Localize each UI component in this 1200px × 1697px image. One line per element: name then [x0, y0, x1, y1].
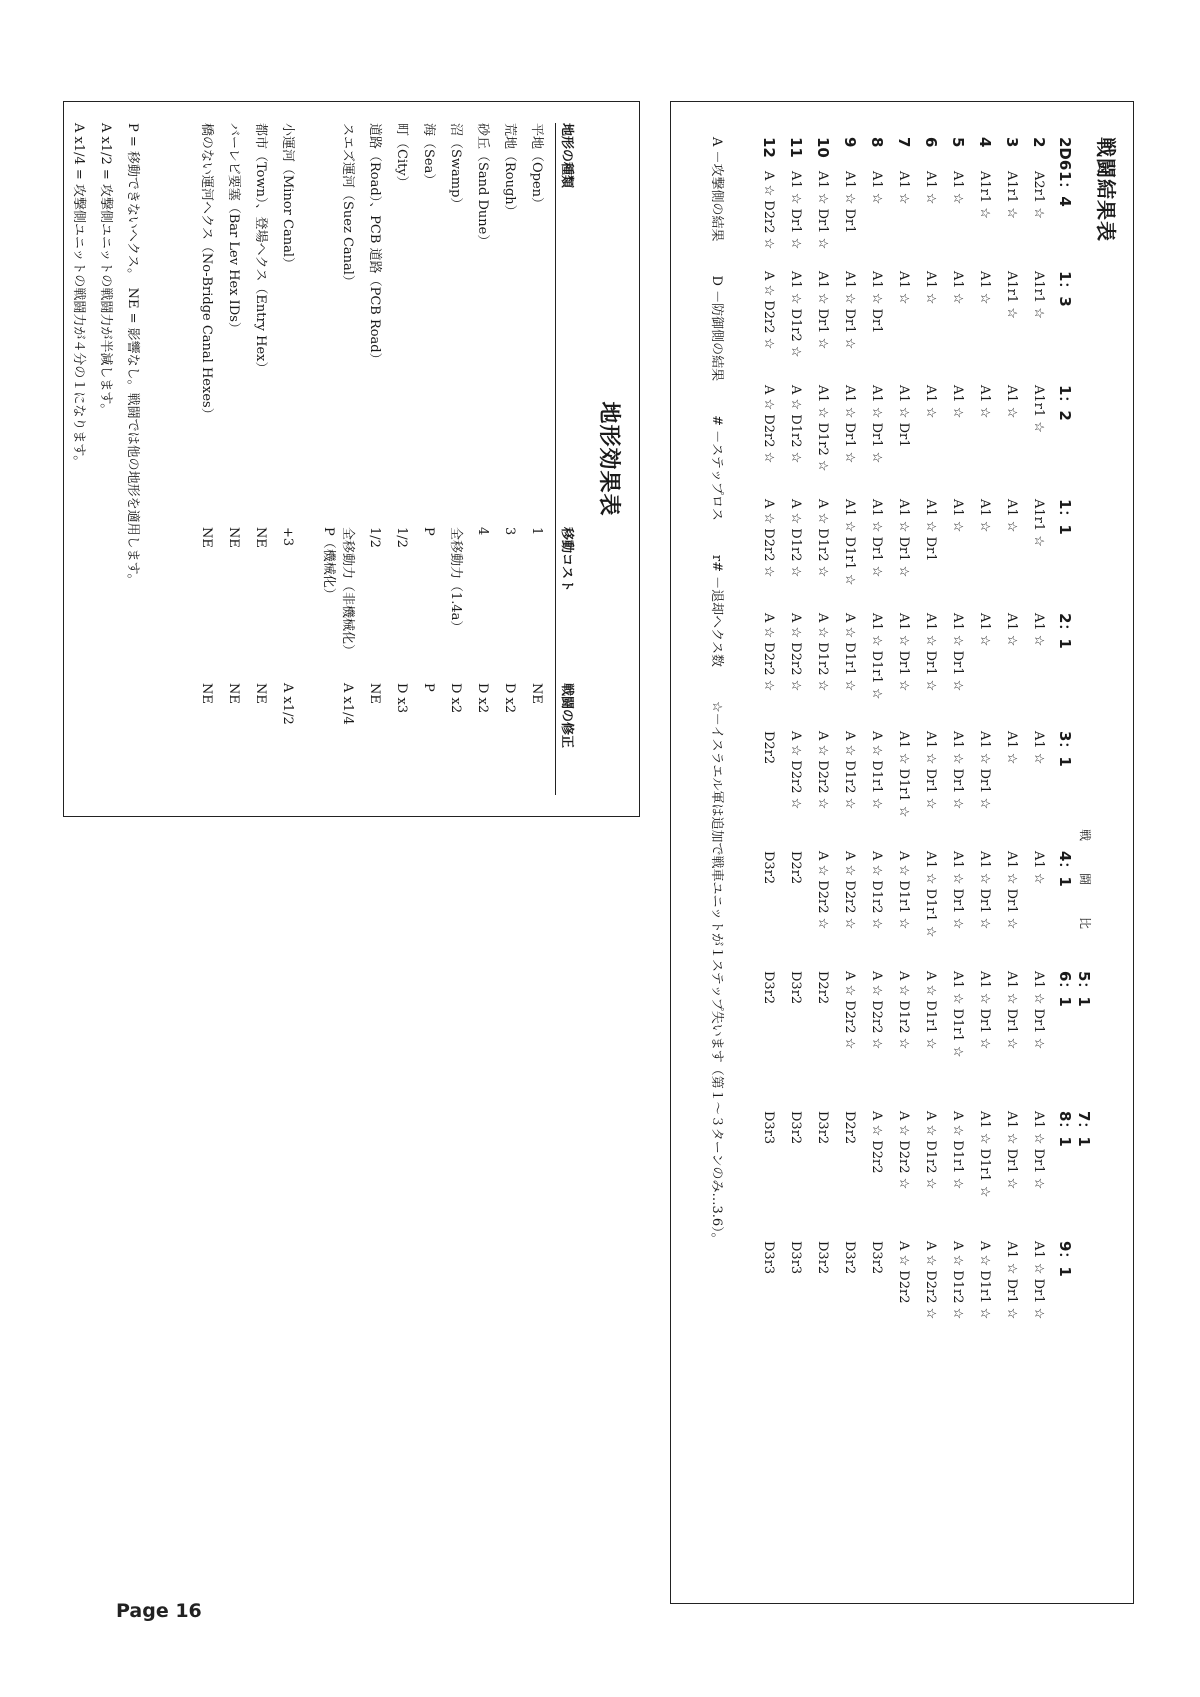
- tec-move-cost: 1: [529, 527, 544, 536]
- crt-result-cell: A1 ☆: [1031, 731, 1046, 765]
- tec-terrain: 道路（Road）、PCB 道路（PCB Road）: [367, 123, 382, 366]
- crt-die-roll: 2: [1030, 137, 1048, 148]
- crt-row: [971, 101, 998, 1604]
- crt-result-cell: A1r1 ☆: [1031, 385, 1046, 433]
- crt-row: [809, 101, 836, 1604]
- crt-row: [863, 101, 890, 1604]
- tec-move-cost: 3: [502, 527, 517, 536]
- tec-row: [442, 123, 469, 795]
- crt-legend-item: A －攻撃側の結果: [709, 137, 724, 242]
- crt-result-cell: A1 ☆ Dr1 ☆: [977, 851, 992, 930]
- crt-header-die: 2D6: [1056, 137, 1074, 171]
- crt-row: [890, 101, 917, 1604]
- tec-row: [361, 123, 388, 795]
- crt-result-cell: A1 ☆ D1r1 ☆: [896, 731, 911, 818]
- crt-result-cell: A1 ☆: [950, 271, 965, 305]
- tec-terrain: 海（Sea）: [421, 123, 436, 187]
- crt-result-cell: D2r2: [815, 971, 830, 1005]
- tec-note: P = 移動できないヘクス。 NE = 影響なし。戦闘では他の地形を適用します。: [125, 123, 140, 587]
- tec-combat-mod: NE: [253, 683, 268, 704]
- crt-result-cell: A1 ☆ Dr1 ☆: [977, 971, 992, 1050]
- crt-ratio-caption: 戦 闘 比: [1078, 829, 1092, 940]
- crt-result-cell: A1 ☆ Dr1 ☆: [1004, 971, 1019, 1050]
- tec-combat-mod: NE: [367, 683, 382, 704]
- crt-result-cell: A1r1 ☆: [1031, 271, 1046, 319]
- crt-result-cell: A1 ☆: [896, 271, 911, 305]
- crt-result-cell: D3r2: [788, 1111, 803, 1145]
- crt-result-cell: D2r2: [761, 731, 776, 765]
- tec-row: [388, 123, 415, 795]
- crt-result-cell: A ☆ D1r2 ☆: [896, 971, 911, 1050]
- crt-row: [917, 101, 944, 1604]
- crt-result-cell: A ☆ D1r2 ☆: [923, 1111, 938, 1190]
- crt-result-cell: A ☆ D2r2 ☆: [815, 851, 830, 930]
- crt-row: [782, 101, 809, 1604]
- tec-header-combat: 戦闘の修正: [559, 683, 574, 749]
- crt-result-cell: A ☆ D1r2 ☆: [842, 731, 857, 810]
- crt-result-cell: A1 ☆ Dr1 ☆: [1031, 1241, 1046, 1320]
- crt-header-ratio: 5：1 6：1: [1056, 971, 1093, 1007]
- tec-combat-mod: NE: [226, 683, 241, 704]
- crt-header-ratio: 3：1: [1056, 731, 1074, 767]
- crt-result-cell: A1 ☆: [923, 271, 938, 305]
- crt-result-cell: A ☆ D1r2 ☆: [815, 613, 830, 692]
- crt-header-ratio: 7：1 8：1: [1056, 1111, 1093, 1147]
- crt-result-cell: A1 ☆ Dr1 ☆: [869, 385, 884, 464]
- crt-result-cell: A1 ☆ Dr1 ☆: [815, 171, 830, 250]
- crt-result-cell: A1r1 ☆: [1004, 271, 1019, 319]
- tec-row: [523, 123, 550, 795]
- crt-die-roll: 3: [1003, 137, 1021, 148]
- tec-row: [247, 123, 274, 795]
- crt-result-cell: A ☆ D2r2 ☆: [869, 971, 884, 1050]
- tec-move-cost: NE: [253, 527, 268, 548]
- tec-move-cost: 1/2: [394, 527, 409, 548]
- crt-result-cell: A1 ☆: [950, 171, 965, 205]
- tec-terrain: 都市（Town）、登場ヘクス（Entry Hex）: [253, 123, 268, 375]
- crt-result-cell: A1 ☆: [1004, 613, 1019, 647]
- crt-result-cell: A1 ☆ Dr1 ☆: [1031, 971, 1046, 1050]
- crt-result-cell: D2r2: [788, 851, 803, 885]
- crt-result-cell: A1 ☆ D1r1 ☆: [842, 499, 857, 586]
- crt-die-roll: 11: [787, 137, 805, 158]
- tec-note: A x1/2 = 攻撃側ユニットの戦闘力が半減します。: [98, 123, 113, 417]
- crt-legend-item: D －防御側の結果: [709, 275, 724, 382]
- crt-result-cell: A1 ☆ D1r1 ☆: [869, 613, 884, 700]
- crt-result-cell: A1 ☆ Dr1 ☆: [923, 731, 938, 810]
- tec-terrain: 沼（Swamp）: [448, 123, 463, 211]
- crt-result-cell: A1 ☆ Dr1 ☆: [977, 731, 992, 810]
- crt-result-cell: A1 ☆ Dr1 ☆: [1004, 1111, 1019, 1190]
- crt-legend-item: ☆－イスラエル軍は追加で戦車ユニットが１ステップ失います（第１～３ターンのみ…3.6）。: [709, 700, 724, 1246]
- tec-title: 地形効果表: [596, 401, 621, 517]
- tec-row: [220, 123, 247, 795]
- crt-header-ratio: 1：2: [1056, 385, 1074, 421]
- crt-die-roll: 12: [760, 137, 778, 158]
- crt-result-cell: A ☆ D2r2 ☆: [815, 731, 830, 810]
- tec-header-move: 移動コスト: [559, 527, 574, 593]
- crt-result-cell: D3r2: [761, 851, 776, 885]
- tec-combat-mod: A x1/4: [340, 683, 355, 725]
- crt-result-cell: A1 ☆ Dr1 ☆: [815, 271, 830, 350]
- crt-result-cell: A ☆ D2r2: [896, 1241, 911, 1304]
- crt-result-cell: D3r2: [815, 1111, 830, 1145]
- crt-result-cell: A1 ☆: [977, 385, 992, 419]
- tec-combat-mod: D x2: [448, 683, 463, 714]
- crt-result-cell: D3r2: [869, 1241, 884, 1275]
- crt-die-roll: 8: [868, 137, 886, 148]
- tec-move-cost: 全移動力（1.4a）: [448, 527, 463, 634]
- crt-result-cell: A1 ☆ Dr1 ☆: [896, 613, 911, 692]
- crt-result-cell: A1 ☆ Dr1: [923, 499, 938, 562]
- crt-result-cell: A1 ☆: [896, 171, 911, 205]
- crt-result-cell: A1 ☆: [1004, 499, 1019, 533]
- crt-result-cell: D3r2: [842, 1241, 857, 1275]
- crt-result-cell: A1 ☆ D1r1 ☆: [923, 851, 938, 938]
- crt-result-cell: A2r1 ☆: [1031, 171, 1046, 219]
- crt-result-cell: A1 ☆ Dr1: [842, 171, 857, 234]
- tec-move-cost: 全移動力（非機械化） P（機械化）: [321, 527, 355, 658]
- crt-die-roll: 5: [949, 137, 967, 148]
- crt-result-cell: A1 ☆ D1r2 ☆: [815, 385, 830, 472]
- crt-result-cell: A1 ☆ Dr1 ☆: [1004, 851, 1019, 930]
- tec-notes: [65, 123, 146, 807]
- crt-result-cell: A1 ☆: [1004, 731, 1019, 765]
- crt-result-cell: A ☆ D1r1 ☆: [869, 731, 884, 810]
- crt-result-cell: A ☆ D2r2 ☆: [761, 385, 776, 464]
- tec-body: [193, 123, 550, 795]
- crt-result-cell: A1 ☆ D1r1 ☆: [977, 1111, 992, 1198]
- crt-result-cell: A ☆ D1r1 ☆: [923, 971, 938, 1050]
- crt-result-cell: A1 ☆ Dr1 ☆: [950, 731, 965, 810]
- crt-result-cell: A1 ☆: [1031, 851, 1046, 885]
- tec-move-cost: +3: [280, 527, 295, 547]
- crt-result-cell: A1 ☆ D1r1 ☆: [950, 971, 965, 1058]
- crt-result-cell: A ☆ D1r1 ☆: [842, 613, 857, 692]
- crt-result-cell: D3r2: [788, 971, 803, 1005]
- tec-terrain: 砂丘（Sand Dune）: [475, 123, 490, 248]
- tec-combat-mod: P: [421, 683, 436, 692]
- tec-row: [496, 123, 523, 795]
- crt-result-cell: A1r1 ☆: [1031, 499, 1046, 547]
- crt-result-cell: A1 ☆ Dr1 ☆: [869, 499, 884, 578]
- tec-terrain: 荒地（Rough）: [502, 123, 517, 218]
- crt-header-ratio: 1：4: [1056, 171, 1074, 207]
- crt-row: [836, 101, 863, 1604]
- crt-result-cell: D3r3: [788, 1241, 803, 1275]
- crt-die-roll: 9: [841, 137, 859, 148]
- crt-result-cell: A1r1 ☆: [1004, 171, 1019, 219]
- crt-result-cell: A1 ☆: [869, 171, 884, 205]
- crt-legend: [709, 137, 728, 1594]
- crt-result-cell: A ☆ D1r2 ☆: [788, 385, 803, 464]
- crt-result-cell: A1 ☆ Dr1 ☆: [1031, 1111, 1046, 1190]
- crt-result-cell: A1 ☆ D1r2 ☆: [788, 271, 803, 358]
- crt-result-cell: A1 ☆: [977, 499, 992, 533]
- crt-result-cell: A1 ☆ Dr1 ☆: [788, 171, 803, 250]
- crt-header-ratio: 9：1: [1056, 1241, 1074, 1277]
- crt-result-cell: A1 ☆ Dr1 ☆: [896, 499, 911, 578]
- combat-results-table: [670, 101, 1134, 1604]
- tec-move-cost: NE: [199, 527, 214, 548]
- crt-result-cell: D3r2: [815, 1241, 830, 1275]
- tec-combat-mod: D x2: [502, 683, 517, 714]
- crt-result-cell: A1 ☆: [977, 271, 992, 305]
- tec-header-row: [555, 123, 580, 795]
- crt-result-cell: A1 ☆: [923, 171, 938, 205]
- crt-result-cell: A ☆ D1r1 ☆: [896, 851, 911, 930]
- crt-result-cell: A1 ☆: [950, 385, 965, 419]
- crt-result-cell: A1 ☆: [950, 499, 965, 533]
- tec-row: [415, 123, 442, 795]
- crt-result-cell: D3r3: [761, 1241, 776, 1275]
- crt-legend-item: # －ステップロス: [709, 415, 724, 521]
- tec-combat-mod: D x3: [394, 683, 409, 714]
- crt-result-cell: A1 ☆ Dr1 ☆: [950, 851, 965, 930]
- tec-move-cost: NE: [226, 527, 241, 548]
- crt-result-cell: D3r3: [761, 1111, 776, 1145]
- crt-result-cell: A ☆ D1r2 ☆: [788, 499, 803, 578]
- tec-note: A x1/4 = 攻撃側ユニットの戦闘力が４分の１になります。: [71, 123, 86, 469]
- crt-header-ratio: 2：1: [1056, 613, 1074, 649]
- tec-move-cost: P: [421, 527, 436, 536]
- tec-row: [469, 123, 496, 795]
- page-number: Page 16: [116, 1600, 202, 1622]
- tec-terrain: バーレビ要塞（Bar Lev Hex IDs）: [226, 123, 241, 335]
- tec-combat-mod: NE: [529, 683, 544, 704]
- crt-result-cell: A ☆ D2r2 ☆: [923, 1241, 938, 1320]
- crt-die-roll: 7: [895, 137, 913, 148]
- crt-result-cell: D3r2: [761, 971, 776, 1005]
- crt-result-cell: A1 ☆: [977, 613, 992, 647]
- crt-legend-item: r# －退却ヘクス数: [709, 554, 724, 667]
- tec-combat-mod: A x1/2: [280, 683, 295, 725]
- tec-move-cost: 1/2: [367, 527, 382, 548]
- crt-result-cell: A ☆ D1r1 ☆: [977, 1241, 992, 1320]
- crt-row: [998, 101, 1025, 1604]
- crt-result-cell: A1 ☆ Dr1 ☆: [842, 271, 857, 350]
- tec-row: [274, 123, 301, 795]
- crt-header-ratio: 1：3: [1056, 271, 1074, 307]
- crt-result-cell: A1 ☆ Dr1 ☆: [950, 613, 965, 692]
- crt-result-cell: A1 ☆ Dr1 ☆: [842, 385, 857, 464]
- crt-result-cell: A1 ☆ Dr1 ☆: [1004, 1241, 1019, 1320]
- crt-result-cell: A1 ☆: [1031, 613, 1046, 647]
- crt-result-cell: A1 ☆: [1004, 385, 1019, 419]
- terrain-effects-table: [63, 101, 640, 817]
- tec-terrain: 小運河（Minor Canal）: [280, 123, 295, 270]
- crt-title: 戦闘結果表: [1094, 137, 1118, 242]
- crt-result-cell: A ☆ D1r2 ☆: [950, 1241, 965, 1320]
- tec-row: [193, 123, 220, 795]
- crt-header-ratio: 1：1: [1056, 499, 1074, 535]
- crt-result-cell: A1r1 ☆: [977, 171, 992, 219]
- tec-combat-mod: D x2: [475, 683, 490, 714]
- crt-header-ratio: 4：1: [1056, 851, 1074, 887]
- tec-terrain: 橋のない運河ヘクス（No-Bridge Canal Hexes）: [199, 123, 214, 421]
- tec-terrain: 町（City）: [394, 123, 409, 189]
- crt-result-cell: A ☆ D1r2 ☆: [815, 499, 830, 578]
- crt-row: [755, 101, 782, 1604]
- crt-die-roll: 6: [922, 137, 940, 148]
- crt-result-cell: A ☆ D2r2 ☆: [788, 731, 803, 810]
- crt-result-cell: A ☆ D2r2 ☆: [842, 851, 857, 930]
- crt-result-cell: A ☆ D2r2 ☆: [788, 613, 803, 692]
- tec-header-terrain: 地形の種類: [559, 123, 574, 189]
- crt-result-cell: A ☆ D2r2 ☆: [896, 1111, 911, 1190]
- crt-result-cell: A ☆ D2r2: [869, 1111, 884, 1174]
- tec-terrain: 平地（Open）: [529, 123, 544, 211]
- crt-result-cell: A1 ☆: [923, 385, 938, 419]
- crt-result-cell: A ☆ D2r2 ☆: [761, 271, 776, 350]
- tec-terrain: スエズ運河（Suez Canal）: [340, 123, 355, 288]
- crt-row: [1025, 101, 1052, 1604]
- crt-result-cell: A ☆ D1r1 ☆: [950, 1111, 965, 1190]
- tec-row: [315, 123, 361, 795]
- crt-result-cell: A1 ☆ Dr1: [869, 271, 884, 334]
- crt-die-roll: 10: [814, 137, 832, 158]
- crt-result-cell: A ☆ D2r2 ☆: [761, 499, 776, 578]
- crt-result-cell: A ☆ D1r2 ☆: [869, 851, 884, 930]
- crt-result-cell: A1 ☆ Dr1: [896, 385, 911, 448]
- tec-move-cost: 4: [475, 527, 490, 536]
- crt-die-roll: 4: [976, 137, 994, 148]
- crt-result-cell: A ☆ D2r2 ☆: [761, 613, 776, 692]
- crt-result-cell: A ☆ D2r2 ☆: [842, 971, 857, 1050]
- crt-result-cell: A ☆ D2r2 ☆: [761, 171, 776, 250]
- tec-combat-mod: NE: [199, 683, 214, 704]
- crt-result-cell: A1 ☆ Dr1 ☆: [923, 613, 938, 692]
- crt-result-cell: D2r2: [842, 1111, 857, 1145]
- crt-row: [944, 101, 971, 1604]
